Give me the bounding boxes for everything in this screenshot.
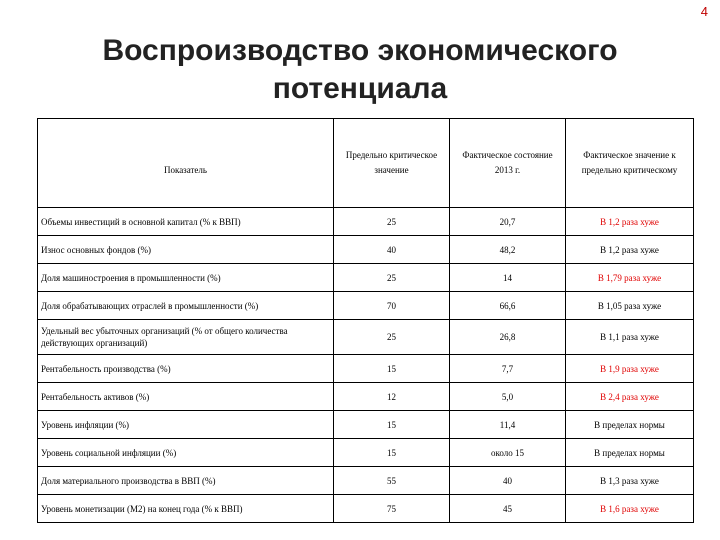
header-ratio: Фактическое значение к предельно критическому xyxy=(566,119,694,208)
actual-value-cell: 5,0 xyxy=(450,383,566,411)
critical-value-cell: 15 xyxy=(334,439,450,467)
indicator-name-cell: Уровень инфляции (%) xyxy=(38,411,334,439)
ratio-cell: В 1,3 раза хуже xyxy=(566,467,694,495)
indicator-name-cell: Износ основных фондов (%) xyxy=(38,236,334,264)
actual-value-cell: 20,7 xyxy=(450,208,566,236)
ratio-cell: В 1,9 раза хуже xyxy=(566,355,694,383)
ratio-cell: В 1,6 раза хуже xyxy=(566,495,694,523)
critical-value-cell: 55 xyxy=(334,467,450,495)
indicator-name-cell: Удельный вес убыточных организаций (% от общего количества действующих организаций) xyxy=(38,320,334,355)
critical-value-cell: 25 xyxy=(334,264,450,292)
ratio-cell: В 1,2 раза хуже xyxy=(566,208,694,236)
critical-value-cell: 15 xyxy=(334,411,450,439)
ratio-cell: В пределах нормы xyxy=(566,411,694,439)
actual-value-cell: 26,8 xyxy=(450,320,566,355)
indicator-name-cell: Рентабельность производства (%) xyxy=(38,355,334,383)
table-row xyxy=(38,320,694,355)
indicator-name-cell: Уровень монетизации (М2) на конец года (% к ВВП) xyxy=(38,495,334,523)
actual-value-cell: около 15 xyxy=(450,439,566,467)
table-row xyxy=(38,411,694,439)
table-row xyxy=(38,439,694,467)
slide-title-line-1: Воспроизводство экономического xyxy=(102,34,618,67)
indicator-name-cell: Доля машиностроения в промышленности (%) xyxy=(38,264,334,292)
actual-value-cell: 7,7 xyxy=(450,355,566,383)
table-row xyxy=(38,467,694,495)
header-indicator: Показатель xyxy=(38,119,334,208)
ratio-cell: В 2,4 раза хуже xyxy=(566,383,694,411)
slide-title-line-2: потенциала xyxy=(272,72,448,105)
actual-value-cell: 48,2 xyxy=(450,236,566,264)
table-row xyxy=(38,236,694,264)
indicator-name-cell: Объемы инвестиций в основной капитал (% к ВВП) xyxy=(38,208,334,236)
actual-value-cell: 45 xyxy=(450,495,566,523)
actual-value-cell: 14 xyxy=(450,264,566,292)
table-row xyxy=(38,292,694,320)
critical-value-cell: 25 xyxy=(334,320,450,355)
critical-value-cell: 15 xyxy=(334,355,450,383)
actual-value-cell: 40 xyxy=(450,467,566,495)
table-row xyxy=(38,355,694,383)
indicators-table xyxy=(37,118,694,523)
ratio-cell: В 1,79 раза хуже xyxy=(566,264,694,292)
ratio-cell: В 1,1 раза хуже xyxy=(566,320,694,355)
table-row xyxy=(38,208,694,236)
critical-value-cell: 70 xyxy=(334,292,450,320)
indicator-name-cell: Доля обрабатывающих отраслей в промышленности (%) xyxy=(38,292,334,320)
header-actual-value: Фактическое состояние 2013 г. xyxy=(450,119,566,208)
slide-number: 4 xyxy=(700,4,708,19)
slide-title xyxy=(0,32,720,108)
table-header-row xyxy=(38,119,694,208)
indicator-name-cell: Уровень социальной инфляции (%) xyxy=(38,439,334,467)
ratio-cell: В 1,05 раза хуже xyxy=(566,292,694,320)
table-row xyxy=(38,264,694,292)
ratio-cell: В пределах нормы xyxy=(566,439,694,467)
critical-value-cell: 12 xyxy=(334,383,450,411)
table-row xyxy=(38,495,694,523)
critical-value-cell: 25 xyxy=(334,208,450,236)
indicator-name-cell: Рентабельность активов (%) xyxy=(38,383,334,411)
critical-value-cell: 75 xyxy=(334,495,450,523)
header-critical-value: Предельно критическое значение xyxy=(334,119,450,208)
indicator-name-cell: Доля материального производства в ВВП (%) xyxy=(38,467,334,495)
ratio-cell: В 1,2 раза хуже xyxy=(566,236,694,264)
table-row xyxy=(38,383,694,411)
table-body xyxy=(38,208,694,523)
actual-value-cell: 11,4 xyxy=(450,411,566,439)
critical-value-cell: 40 xyxy=(334,236,450,264)
actual-value-cell: 66,6 xyxy=(450,292,566,320)
